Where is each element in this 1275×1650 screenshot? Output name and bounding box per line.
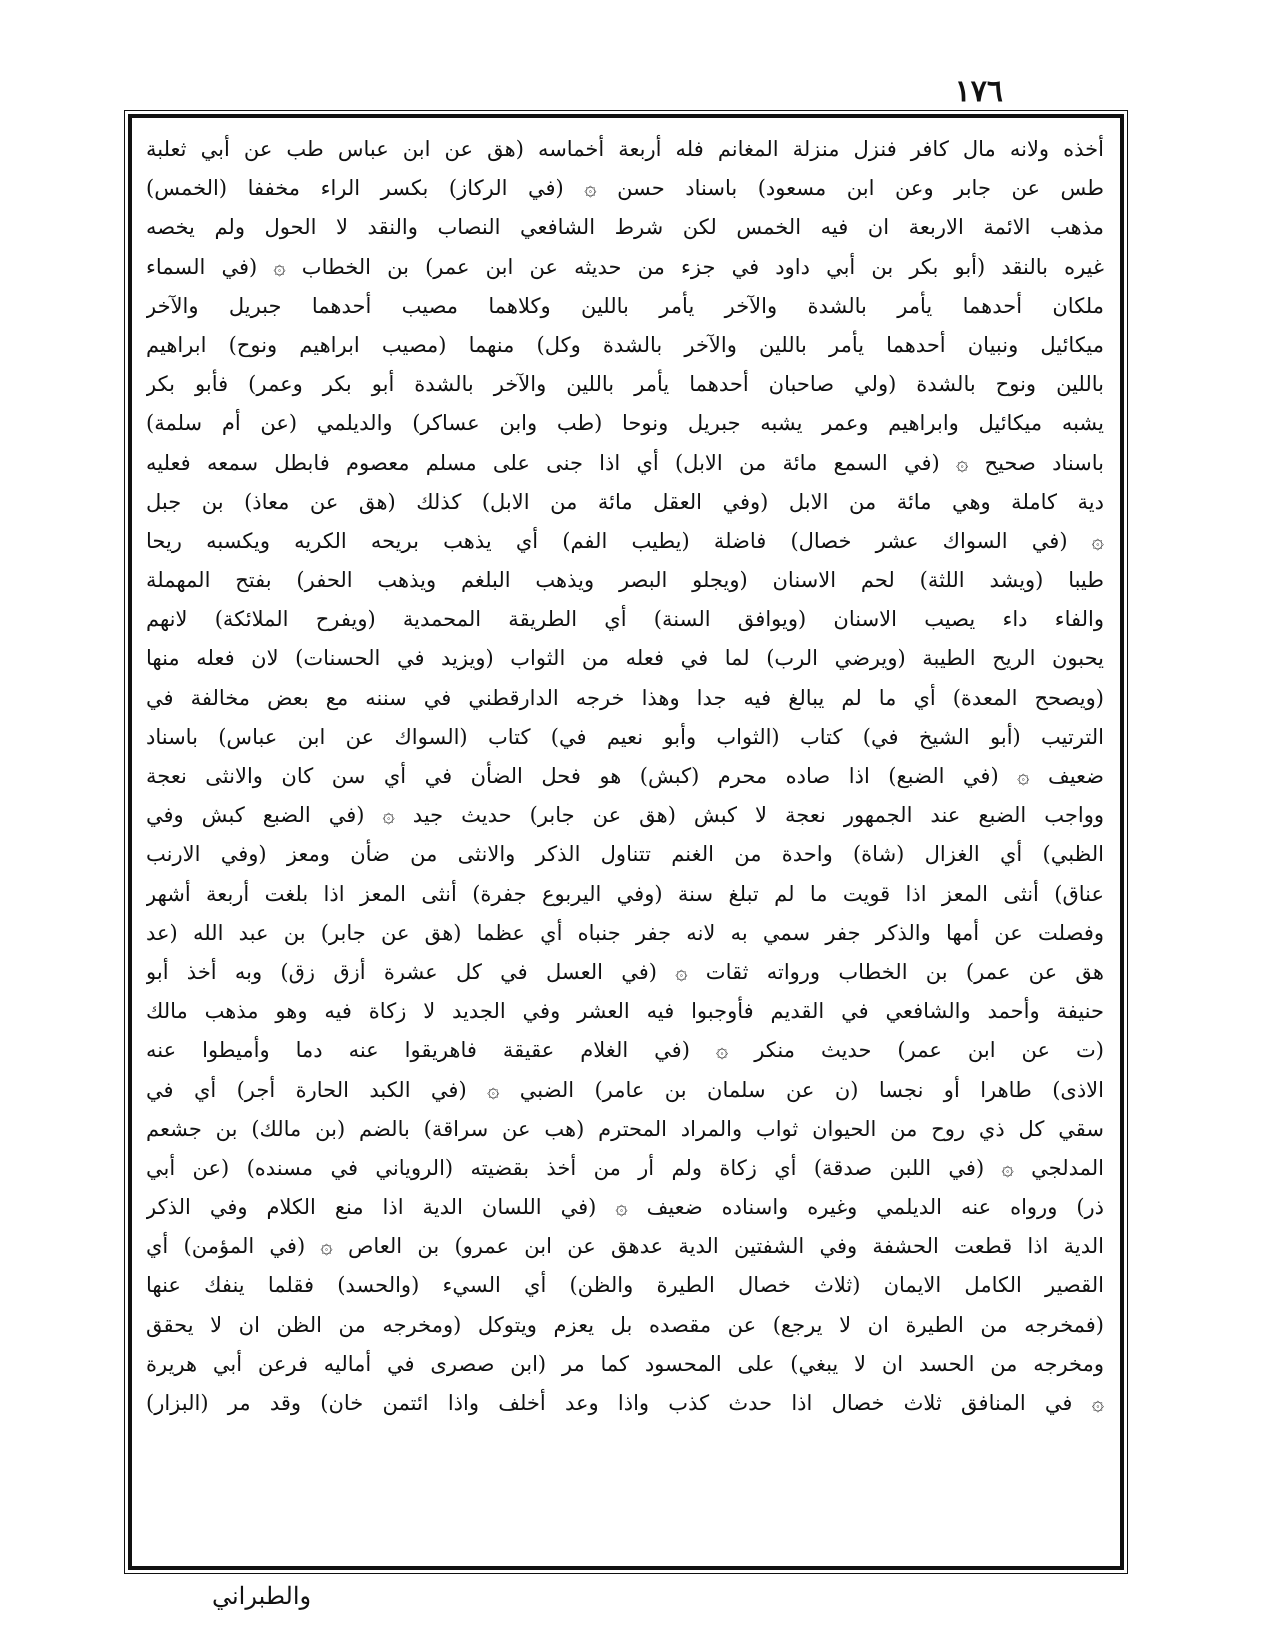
text-line: والفاء داء يصيب الاسنان (ويوافق السنة) أي الطريقة المحمدية (ويفرح الملائكة) لانهم <box>146 607 1104 632</box>
text-line: وواجب الضبع عند الجمهور نعجة لا كبش (هق عن جابر) حديث جيد ۞ (في الضبع كبش وفي <box>146 803 1104 828</box>
text-line: الظبي) أي الغزال (شاة) واحدة من الغنم تتناول الذكر والانثى من ضأن ومعز (وفي الارنب <box>146 842 1104 867</box>
text-line: ۞ في المنافق ثلاث خصال اذا حدث كذب واذا وعد أخلف واذا ائتمن خان) وقد مر (البزار) <box>146 1391 1104 1415</box>
text-line <box>146 1423 1104 1462</box>
catchword: والطبراني <box>212 1582 312 1610</box>
text-block <box>146 130 1104 1541</box>
text-line: ذر) ورواه عنه الديلمي وغيره واسناده ضعيف ۞ (في اللسان الدية اذا منع الكلام وفي الذكر <box>146 1195 1104 1220</box>
text-line: مذهب الائمة الاربعة ان فيه الخمس لكن شرط الشافعي النصاب والنقد لا الحول ولم يخصه <box>146 215 1104 240</box>
text-line: طيبا (ويشد اللثة) لحم الاسنان (ويجلو البصر ويذهب البلغم ويذهب الحفر) بفتح المهملة <box>146 568 1104 593</box>
text-line: حنيفة وأحمد والشافعي في القديم فأوجبوا فيه العشر وفي الجديد لا زكاة فيه وهو مذهب مالك <box>146 999 1104 1024</box>
text-line: أخذه ولانه مال كافر فنزل منزلة المغانم فله أربعة أخماسه (هق عن ابن عباس طب عن أبي ثعلبة <box>146 137 1104 161</box>
text-line: باللين ونوح بالشدة (ولي صاحبان أحدهما يأمر باللين والآخر بالشدة أبو بكر وعمر) فأبو بكر <box>146 372 1104 397</box>
text-line <box>146 1502 1104 1541</box>
text-line: عناق) أنثى المعز اذا قويت ما لم تبلغ سنة (وفي اليربوع جفرة) أنثى المعز اذا بلغت أربعة أشهر <box>146 881 1104 906</box>
text-line: الدية اذا قطعت الحشفة وفي الشفتين الدية عدهق عن ابن عمرو) بن العاص ۞ (في المؤمن) أي <box>146 1234 1104 1259</box>
page-number: ١٧٦ <box>954 74 1003 109</box>
text-line: (ت عن ابن عمر) حديث منكر ۞ (في الغلام عقيقة فاهريقوا عنه دما وأميطوا عنه <box>146 1038 1104 1063</box>
text-line: وفصلت عن أمها والذكر جفر سمي به لانه جفر جنباه أي عظما (هق عن جابر) بن عبد الله (عد <box>146 920 1104 945</box>
text-line: الترتيب (أبو الشيخ في) كتاب (الثواب وأبو نعيم في) كتاب (السواك عن ابن عباس) باسناد <box>146 724 1104 749</box>
text-line: ۞ (في السواك عشر خصال) فاضلة (يطيب الفم) أي يذهب بريحه الكريه ويكسبه ريحا <box>146 528 1104 553</box>
text-line: طس عن جابر وعن ابن مسعود) باسناد حسن ۞ (في الركاز) بكسر الراء مخففا (الخمس) <box>146 176 1104 201</box>
text-line: هق عن عمر) بن الخطاب ورواته ثقات ۞ (في العسل في كل عشرة أزق زق) وبه أخذ أبو <box>146 959 1104 984</box>
text-line: (ويصحح المعدة) أي ما لم يبالغ فيه جدا وهذا خرجه الدارقطني في سننه مع بعض مخالفة في <box>146 685 1104 710</box>
text-line: سقي كل ذي روح من الحيوان ثواب والمراد المحترم (هب عن سراقة) بالضم (بن مالك) بن جشعم <box>146 1116 1104 1141</box>
text-line: ومخرجه من الحسد ان لا يبغي) على المحسود كما مر (ابن صصرى في أماليه فرعن أبي هريرة <box>146 1351 1104 1376</box>
text-line: يشبه ميكائيل وابراهيم وعمر يشبه جبريل ونوحا (طب وابن عساكر) والديلمي (عن أم سلمة) <box>146 411 1104 436</box>
text-frame <box>128 114 1124 1570</box>
text-line: ملكان أحدهما يأمر بالشدة والآخر يأمر باللين وكلاهما مصيب أحدهما جبريل والآخر <box>146 293 1104 318</box>
text-line: دية كاملة وهي مائة من الابل (وفي العقل مائة من الابل) كذلك (هق عن معاذ) بن جبل <box>146 489 1104 514</box>
text-line <box>146 1462 1104 1501</box>
text-line: القصير الكامل الايمان (ثلاث خصال الطيرة والظن) أي السيء (والحسد) فقلما ينفك عنها <box>146 1273 1104 1298</box>
text-line: المدلجي ۞ (في اللبن صدقة) أي زكاة ولم أر من أخذ بقضيته (الروياني في مسنده) (عن أبي <box>146 1155 1104 1180</box>
text-line: ميكائيل ونبيان أحدهما يأمر باللين والآخر بالشدة وكل) منهما (مصيب ابراهيم ونوح) ابراهيم <box>146 332 1104 357</box>
text-line: غيره بالنقد (أبو بكر بن أبي داود في جزء من حديثه عن ابن عمر) بن الخطاب ۞ (في السماء <box>146 254 1104 279</box>
text-line: باسناد صحيح ۞ (في السمع مائة من الابل) أي اذا جنى على مسلم معصوم فابطل سمعه فعليه <box>146 450 1104 475</box>
text-line: الاذى) طاهرا أو نجسا (ن عن سلمان بن عامر) الضبي ۞ (في الكبد الحارة أجر) أي في <box>146 1077 1104 1102</box>
text-line: ضعيف ۞ (في الضبع) اذا صاده محرم (كبش) هو فحل الضأن في أي سن كان والانثى نعجة <box>146 764 1104 788</box>
text-line: يحبون الريح الطيبة (ويرضي الرب) لما في فعله من الثواب (ويزيد في الحسنات) لان فعله منها <box>146 646 1104 671</box>
text-line: (فمخرجه من الطيرة ان لا يرجع) عن مقصده بل يعزم ويتوكل (ومخرجه من الظن ان لا يحقق <box>146 1312 1104 1337</box>
